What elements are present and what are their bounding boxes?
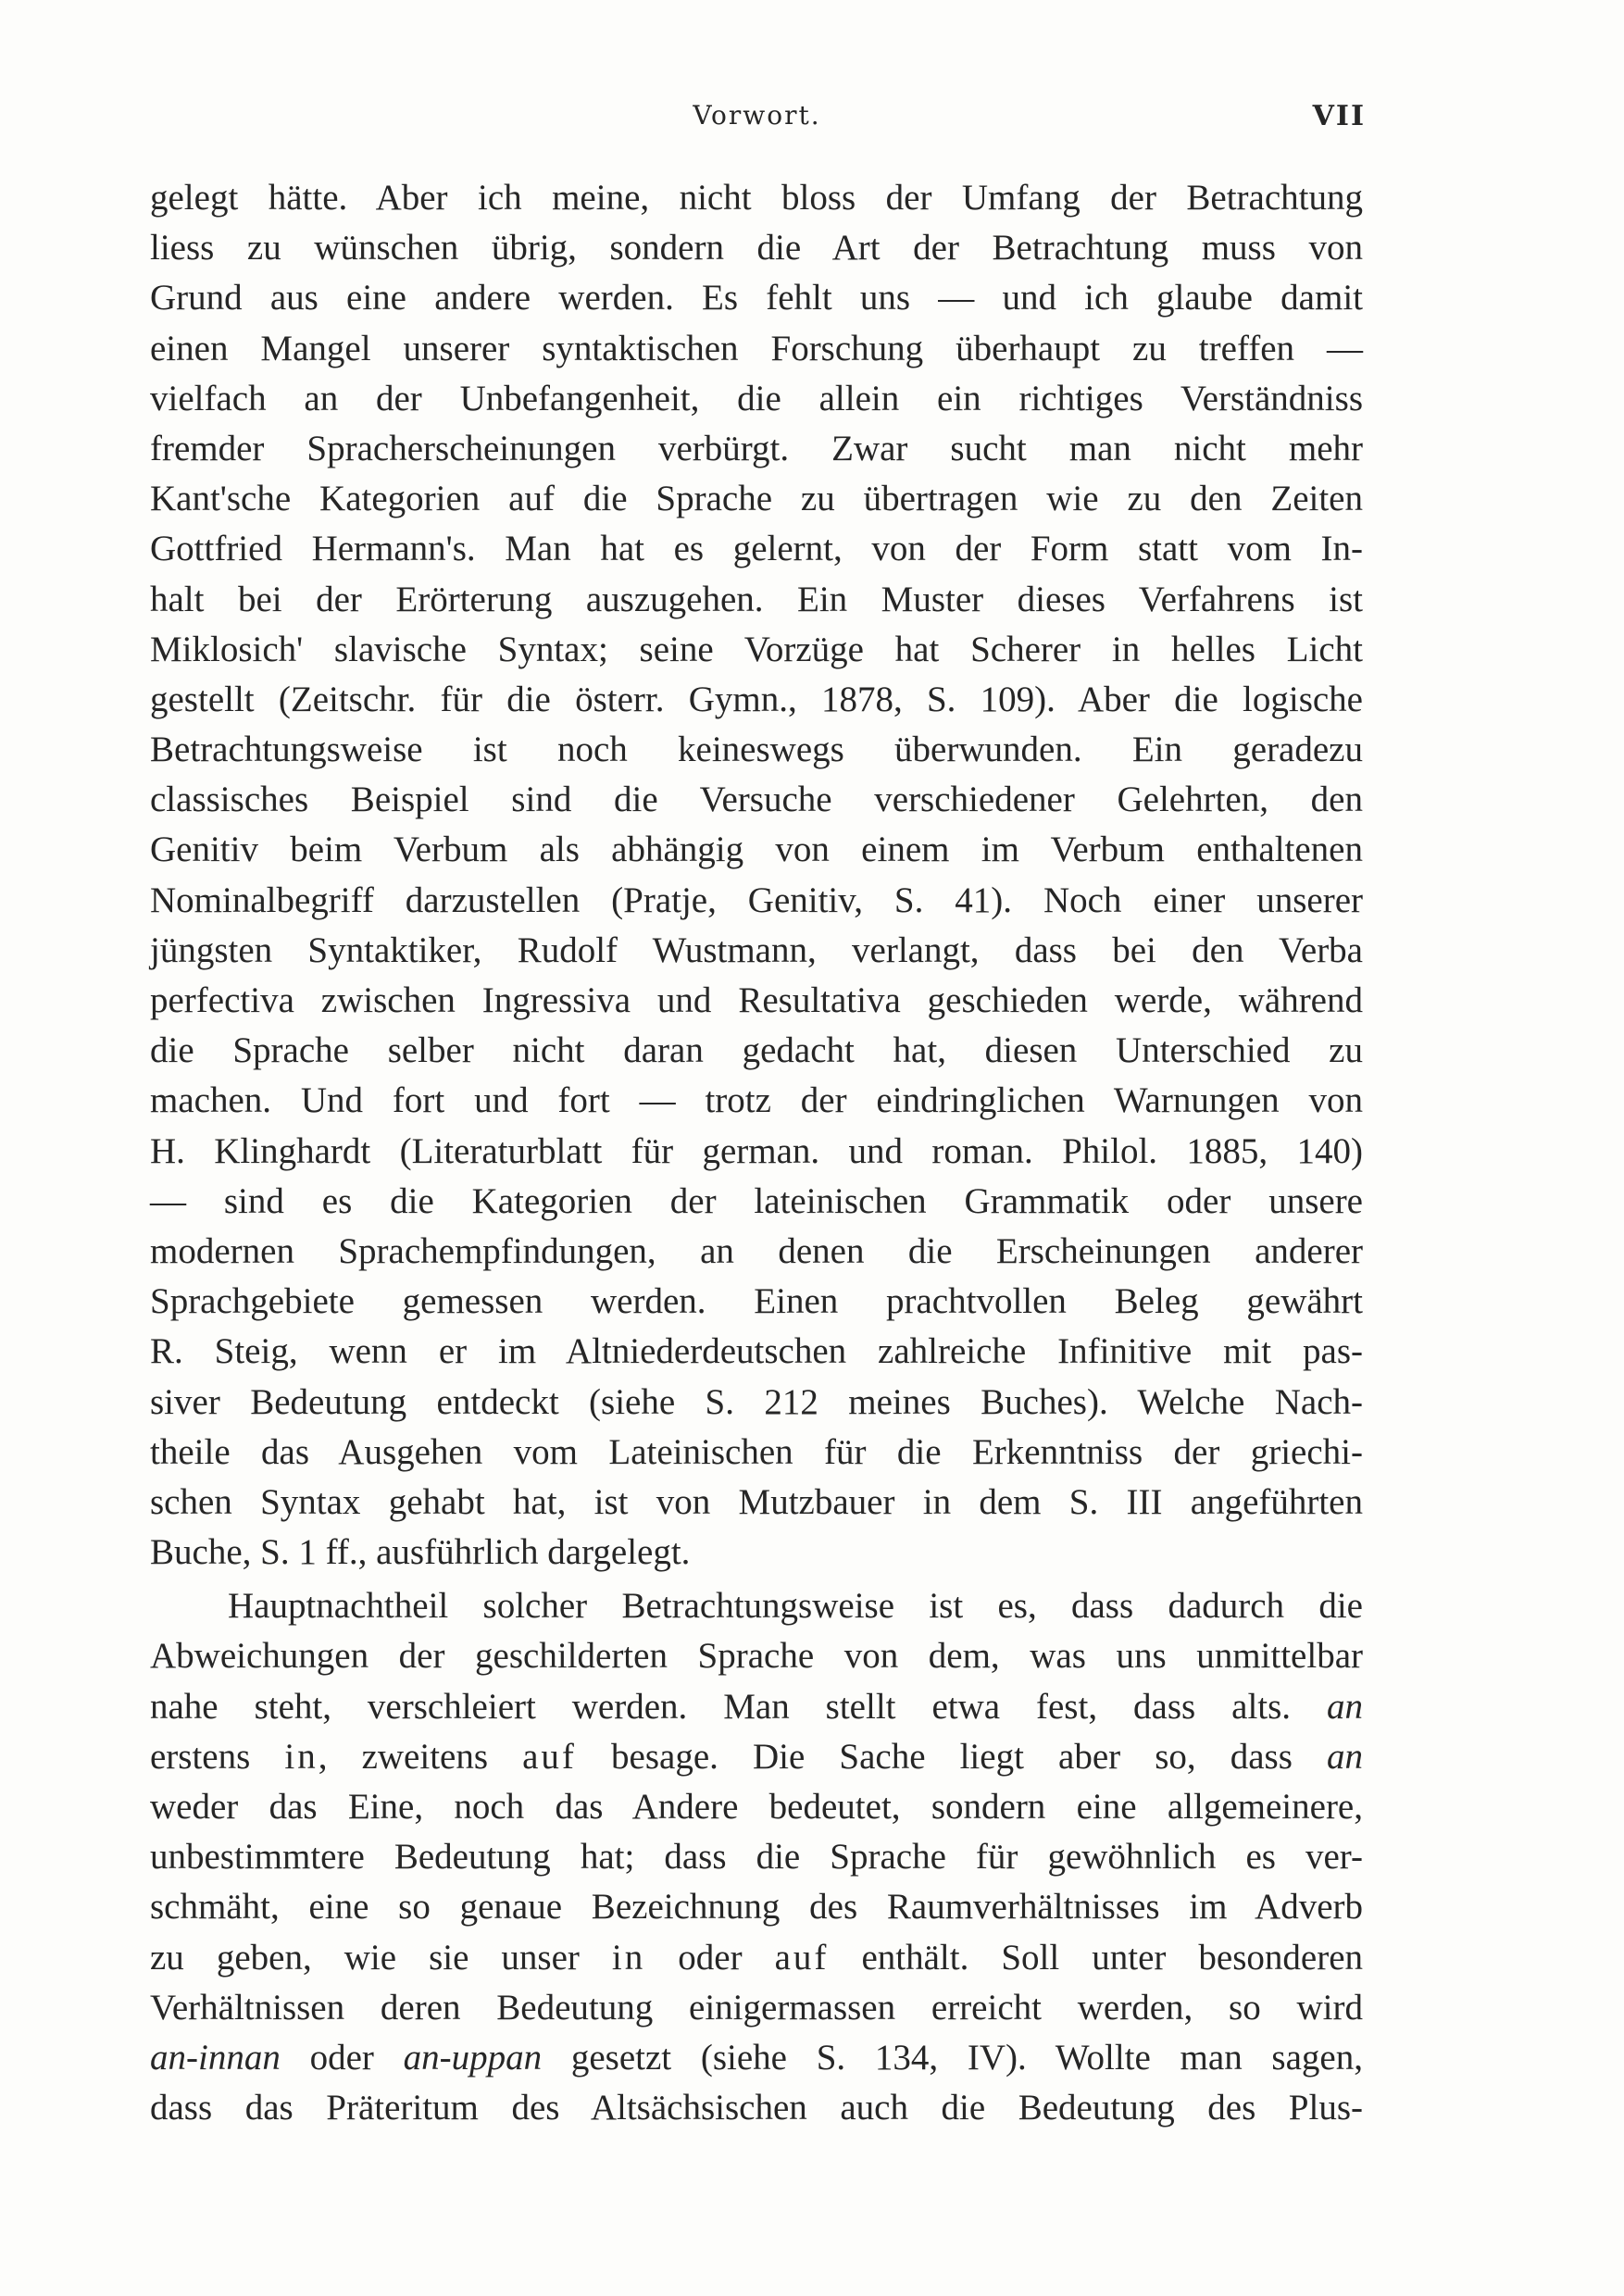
paragraph-1 (150, 173, 1363, 1578)
text-line (150, 1682, 1363, 1732)
text-line: dass das Präteritum des Altsächsischen auch die Bedeutung des Plus- (150, 2088, 1363, 2128)
text-line: jüngsten Syntaktiker, Rudolf Wustmann, verlangt, dass bei den Verba (150, 930, 1363, 970)
text-segment: enthält. Soll unter besonderen (829, 1937, 1363, 1978)
italic-word: an-uppan (403, 2037, 543, 2078)
italic-word: an (1326, 1736, 1363, 1777)
text-line: modernen Sprachempfindungen, an denen die Erscheinungen anderer (150, 1230, 1363, 1271)
text-line: weder das Eine, noch das Andere bedeutet, sondern eine allgemeinere, (150, 1787, 1363, 1827)
italic-word: an (1327, 1686, 1363, 1727)
text-segment: besage. Die Sache liegt aber so, dass (576, 1736, 1327, 1777)
text-line: Nominalbegriff darzustellen (Pratje, Genitiv, S. 41). Noch einer unserer (150, 880, 1363, 920)
text-line: liess zu wünschen übrig, sondern die Art der Betrachtung muss von (150, 228, 1363, 268)
text-line: Buche, S. 1 ff., ausführlich dargelegt. (150, 1532, 691, 1573)
text-segment: oder (280, 2037, 404, 2078)
text-line: fremder Spracherscheinungen verbürgt. Zwar sucht man nicht mehr (150, 428, 1363, 468)
text-line: Grund aus eine andere werden. Es fehlt uns — und ich glaube damit (150, 278, 1363, 318)
text-line: Kant'sche Kategorien auf die Sprache zu übertragen wie zu den Zeiten (150, 479, 1363, 519)
text-line: Sprachgebiete gemessen werden. Einen prachtvollen Beleg gewährt (150, 1281, 1363, 1322)
text-segment: , zweitens (318, 1736, 523, 1777)
text-segment: zu geben, wie sie unser (150, 1937, 612, 1978)
italic-word: an-innan (150, 2037, 281, 2078)
text-line: vielfach an der Unbefangenheit, die allein ein richtiges Verständniss (150, 378, 1363, 418)
page-number: VII (1312, 100, 1366, 132)
body-text (150, 173, 1363, 2133)
text-line: — sind es die Kategorien der lateinischen Grammatik oder unsere (150, 1180, 1363, 1221)
text-line: Miklosich' slavische Syntax; seine Vorzüge hat Scherer in helles Licht (150, 629, 1363, 669)
text-segment: nahe steht, verschleiert werden. Man stellt etwa fest, dass alts. (150, 1686, 1327, 1727)
spaced-word: in (611, 1937, 646, 1978)
text-line (150, 2033, 1363, 2083)
text-line: gelegt hätte. Aber ich meine, nicht bloss der Umfang der Betrachtung (150, 178, 1363, 218)
text-line: R. Steig, wenn er im Altniederdeutschen zahlreiche Infinitive mit pas- (150, 1331, 1363, 1372)
text-segment: gesetzt (siehe S. 134, IV). Wollte man sagen, (542, 2037, 1363, 2078)
text-line: Genitiv beim Verbum als abhängig von einem im Verbum enthaltenen (150, 830, 1363, 870)
text-line: machen. Und fort und fort — trotz der eindringlichen Warnungen von (150, 1080, 1363, 1121)
text-line: schen Syntax gehabt hat, ist von Mutzbauer in dem S. III angeführten (150, 1481, 1363, 1522)
text-line: Betrachtungsweise ist noch keineswegs überwunden. Ein geradezu (150, 730, 1363, 770)
text-segment: oder (645, 1937, 775, 1978)
text-line: classisches Beispiel sind die Versuche verschiedener Gelehrten, den (150, 780, 1363, 820)
text-line: Abweichungen der geschilderten Sprache von dem, was uns unmittelbar (150, 1636, 1363, 1677)
text-line (150, 1933, 1363, 1983)
spaced-word: auf (522, 1736, 577, 1777)
text-line: die Sprache selber nicht daran gedacht hat, diesen Unterschied zu (150, 1030, 1363, 1071)
text-line: Hauptnachtheil solcher Betrachtungsweise ist es, dass dadurch die (228, 1586, 1363, 1627)
text-line: unbestimmtere Bedeutung hat; dass die Sprache für gewöhnlich es ver- (150, 1837, 1363, 1878)
text-line: theile das Ausgehen vom Lateinischen für die Erkenntniss der griechi- (150, 1431, 1363, 1472)
text-line: siver Bedeutung entdeckt (siehe S. 212 meines Buches). Welche Nach- (150, 1381, 1363, 1422)
running-title: Vorwort. (693, 100, 821, 131)
text-line: schmäht, eine so genaue Bezeichnung des Raumverhältnisses im Adverb (150, 1887, 1363, 1928)
text-line: perfectiva zwischen Ingressiva und Resultativa geschieden werde, während (150, 980, 1363, 1020)
text-line: gestellt (Zeitschr. für die österr. Gymn., 1878, S. 109). Aber die logische (150, 679, 1363, 719)
text-line (150, 1732, 1363, 1782)
spaced-word: auf (774, 1937, 830, 1978)
text-line: H. Klinghardt (Literaturblatt für german. und roman. Philol. 1885, 140) (150, 1130, 1363, 1171)
text-line: Gottfried Hermann's. Man hat es gelernt, von der Form statt vom In- (150, 529, 1363, 569)
text-line: Verhältnissen deren Bedeutung einigermassen erreicht werden, so wird (150, 1987, 1363, 2028)
paragraph-2 (150, 1581, 1363, 2133)
running-head (148, 100, 1366, 146)
text-line: einen Mangel unserer syntaktischen Forschung überhaupt zu treffen — (150, 328, 1363, 368)
text-line: halt bei der Erörterung auszugehen. Ein Muster dieses Verfahrens ist (150, 579, 1363, 619)
spaced-word: in (284, 1736, 319, 1777)
text-segment: erstens (150, 1736, 285, 1777)
